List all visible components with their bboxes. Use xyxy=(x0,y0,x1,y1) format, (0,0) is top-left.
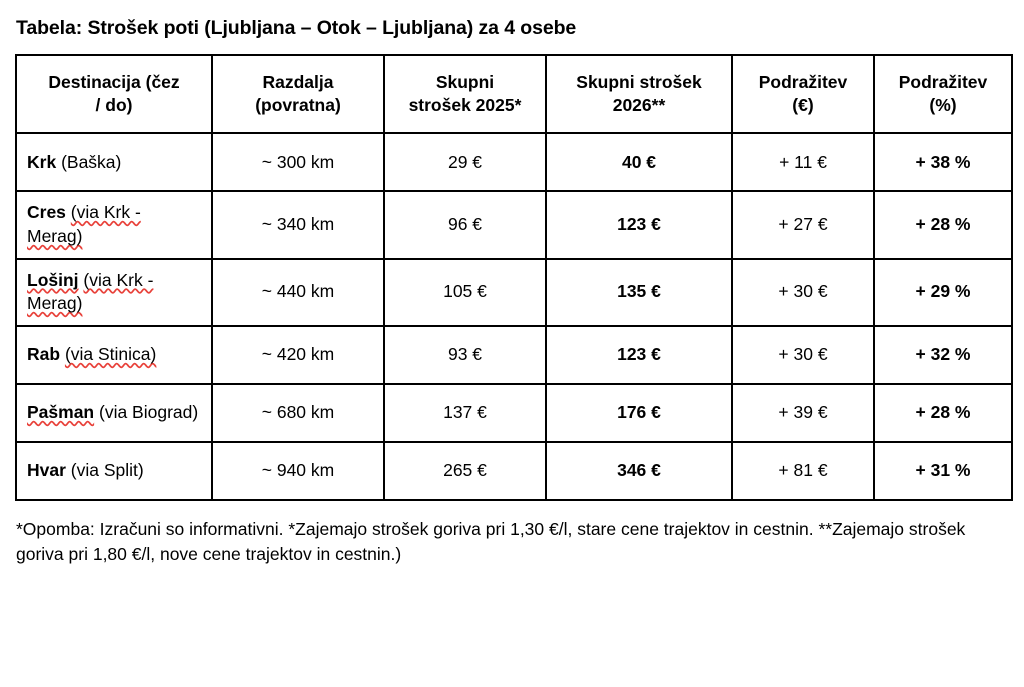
column-header-increase-pct xyxy=(874,55,1012,133)
cell-cost-2026: 135 € xyxy=(546,259,732,326)
column-header-distance-line1: Razdalja xyxy=(262,71,334,92)
table-row xyxy=(16,133,1012,191)
table-header-row xyxy=(16,55,1012,133)
column-header-distance xyxy=(212,55,384,133)
cell-increase-eur: + 81 € xyxy=(732,442,874,500)
cell-cost-2025: 96 € xyxy=(384,191,546,258)
destination-via: (Baška) xyxy=(61,151,122,172)
cell-cost-2025: 265 € xyxy=(384,442,546,500)
cell-destination xyxy=(16,384,212,442)
destination-via: (via Krk - Merag) xyxy=(27,202,141,246)
column-header-cost-2026-line1: Skupni strošek xyxy=(576,71,702,92)
column-header-destination-line1: Destinacija (čez xyxy=(48,71,180,92)
column-header-cost-2025-line1: Skupni xyxy=(435,71,495,92)
column-header-increase-eur-line2: (€) xyxy=(792,95,814,116)
column-header-destination xyxy=(16,55,212,133)
cell-cost-2026: 123 € xyxy=(546,326,732,384)
table-row xyxy=(16,259,1012,326)
cell-increase-pct: + 38 % xyxy=(874,133,1012,191)
cell-increase-pct: + 31 % xyxy=(874,442,1012,500)
cell-distance: ~ 940 km xyxy=(212,442,384,500)
cell-cost-2025: 137 € xyxy=(384,384,546,442)
table-row xyxy=(16,326,1012,384)
footnote: *Opomba: Izračuni so informativni. *Zajemajo strošek goriva pri 1,30 €/l, stare cene trajektov in cestnin. **Zajemajo strošek goriva pri 1,80 €/l, nove cene trajektov in cestnin.) xyxy=(16,518,966,565)
column-header-increase-eur xyxy=(732,55,874,133)
cell-destination xyxy=(16,326,212,384)
destination-name: Krk xyxy=(27,151,57,172)
cell-distance: ~ 300 km xyxy=(212,133,384,191)
destination-name: Rab xyxy=(27,344,61,365)
destination-via: (via Krk - Merag) xyxy=(27,269,154,314)
column-header-cost-2025 xyxy=(384,55,546,133)
column-header-distance-line2: (povratna) xyxy=(255,95,341,116)
cell-increase-eur: + 39 € xyxy=(732,384,874,442)
table-row xyxy=(16,442,1012,500)
cell-destination xyxy=(16,133,212,191)
cell-destination xyxy=(16,442,212,500)
cell-distance: ~ 340 km xyxy=(212,191,384,258)
cost-table xyxy=(15,54,1013,501)
cell-distance: ~ 680 km xyxy=(212,384,384,442)
cell-cost-2026: 176 € xyxy=(546,384,732,442)
cell-cost-2025: 29 € xyxy=(384,133,546,191)
destination-name: Hvar xyxy=(27,460,66,481)
cell-increase-eur: + 11 € xyxy=(732,133,874,191)
column-header-cost-2026-line2: 2026** xyxy=(612,95,666,116)
cell-cost-2026: 40 € xyxy=(546,133,732,191)
column-header-destination-line2: / do) xyxy=(95,95,133,116)
column-header-increase-pct-line1: Podražitev xyxy=(898,71,988,92)
page-title: Tabela: Strošek poti (Ljubljana – Otok – Ljubljana) za 4 osebe xyxy=(16,17,577,39)
table-row xyxy=(16,191,1012,258)
destination-name: Cres xyxy=(27,202,66,223)
destination-name: Lošinj xyxy=(27,269,79,290)
destination-via: (via Split) xyxy=(70,460,144,481)
column-header-cost-2026 xyxy=(546,55,732,133)
cell-distance: ~ 420 km xyxy=(212,326,384,384)
cell-cost-2026: 346 € xyxy=(546,442,732,500)
destination-name: Pašman xyxy=(27,402,95,423)
cell-cost-2025: 93 € xyxy=(384,326,546,384)
cell-increase-eur: + 30 € xyxy=(732,326,874,384)
column-header-increase-pct-line2: (%) xyxy=(929,95,957,116)
destination-via: (via Biograd) xyxy=(99,402,199,423)
cell-destination xyxy=(16,191,212,258)
cell-increase-eur: + 30 € xyxy=(732,259,874,326)
cell-increase-pct: + 32 % xyxy=(874,326,1012,384)
cell-increase-pct: + 28 % xyxy=(874,191,1012,258)
cell-distance: ~ 440 km xyxy=(212,259,384,326)
cell-cost-2025: 105 € xyxy=(384,259,546,326)
destination-via: (via Stinica) xyxy=(64,344,157,365)
table-row xyxy=(16,384,1012,442)
column-header-increase-eur-line1: Podražitev xyxy=(758,71,848,92)
column-header-cost-2025-line2: strošek 2025* xyxy=(408,95,522,116)
cell-increase-pct: + 29 % xyxy=(874,259,1012,326)
cell-increase-eur: + 27 € xyxy=(732,191,874,258)
cell-cost-2026: 123 € xyxy=(546,191,732,258)
cell-increase-pct: + 28 % xyxy=(874,384,1012,442)
cell-destination xyxy=(16,259,212,326)
